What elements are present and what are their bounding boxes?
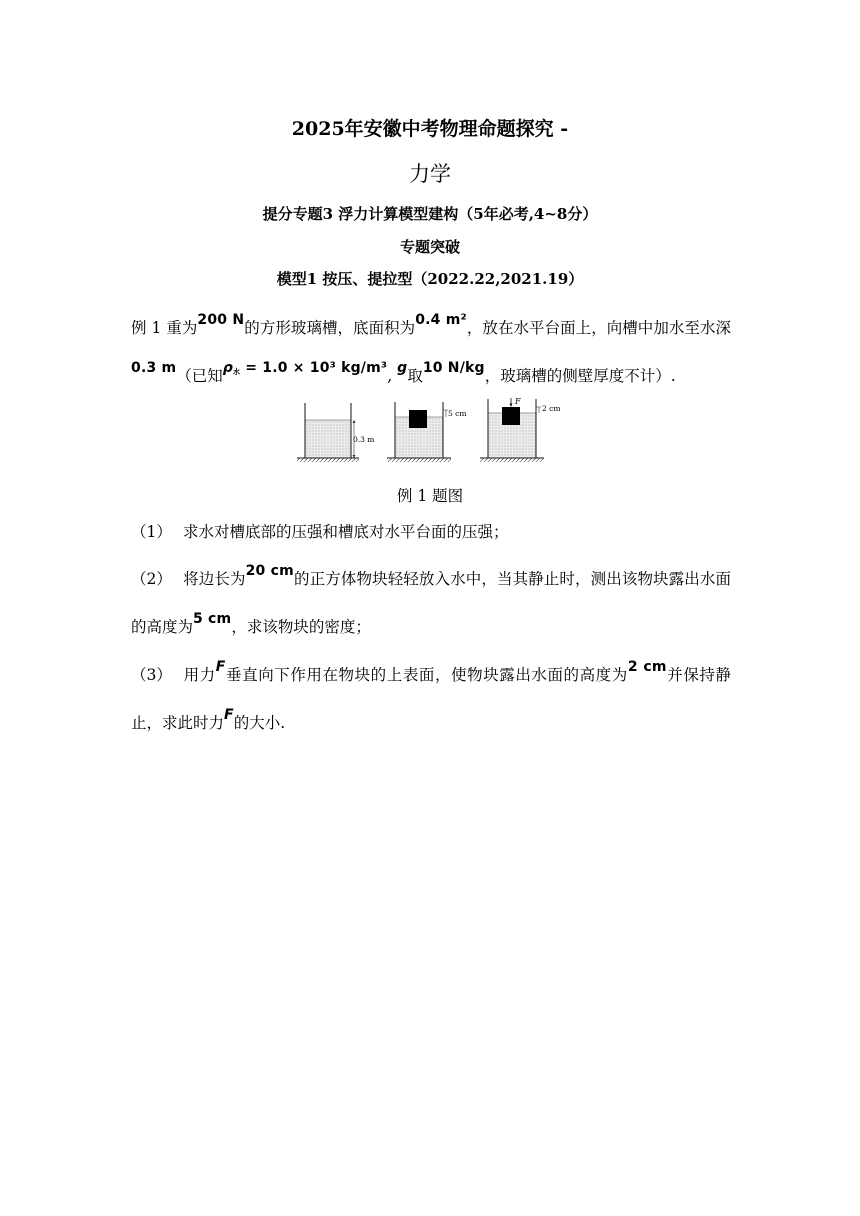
question-2-text-b: 的正方体物块轻轻放入水中，当其静止时，测出该物块露出水面的高度为 — [131, 570, 731, 636]
example-text-5: 取 — [407, 367, 423, 385]
example-figure — [297, 397, 567, 467]
density-formula — [223, 360, 387, 376]
area-value: 0.4 m² — [415, 312, 467, 328]
section-heading: 专题突破 — [399, 238, 460, 256]
question-1-text: 求水对槽底部的压强和槽底对水平台面的压强； — [183, 523, 509, 541]
g-value: 10 N/kg — [422, 360, 485, 376]
two-cm-label: 2 cm — [542, 404, 561, 413]
question-3 — [131, 652, 731, 748]
question-3-number: （3） — [131, 666, 172, 684]
question-3-text-d: 的大小. — [233, 714, 286, 732]
tank-1-diagram — [297, 403, 374, 462]
example-paragraph — [131, 305, 731, 403]
example-text-6: ，玻璃槽的侧壁厚度不计）. — [484, 367, 676, 385]
question-2-text-c: ，求该物块的密度； — [231, 618, 371, 636]
floating-block — [409, 410, 427, 428]
tank-2-diagram — [387, 402, 466, 462]
questions-block — [131, 509, 731, 748]
rho-subscript: 水 — [233, 368, 241, 376]
pressed-height-value: 2 cm — [627, 659, 667, 675]
example-lead: 例 1 重为 — [131, 319, 198, 337]
example-text-2: ，放在水平台面上，向槽中加水至水深 — [466, 319, 731, 337]
topic-heading: 提分专题3 浮力计算模型建构（5年必考,4~8分） — [262, 205, 598, 223]
force-label: F — [515, 397, 521, 406]
tank-3-diagram — [480, 397, 560, 462]
model-heading: 模型1 按压、提拉型（2022.22,2021.19） — [276, 270, 584, 288]
question-3-text-b: 垂直向下作用在物块的上表面，使物块露出水面的高度为 — [225, 666, 628, 684]
figure-caption: 例 1 题图 — [396, 487, 464, 505]
rho-symbol: ρ — [222, 360, 234, 376]
question-1-number: （1） — [131, 523, 172, 541]
question-2 — [131, 556, 731, 652]
question-2-number: （2） — [131, 570, 172, 588]
question-2-text-a: 将边长为 — [183, 570, 246, 588]
density-value: = 1.0 × 10³ kg/m³ — [240, 360, 388, 376]
weight-value: 200 N — [197, 312, 245, 328]
example-text-4: , — [387, 367, 398, 385]
force-symbol-2: F — [224, 707, 234, 723]
question-1 — [131, 509, 731, 556]
question-3-text-a: 用力 — [183, 666, 216, 684]
document-subtitle: 力学 — [409, 162, 451, 186]
document-title: 2025年安徽中考物理命题探究 - — [291, 118, 569, 140]
five-cm-label: 5 cm — [448, 409, 467, 418]
depth-label: 0.3 m — [353, 435, 375, 444]
example-text-3: （已知 — [176, 367, 223, 385]
example-text-1: 的方形玻璃槽，底面积为 — [244, 319, 416, 337]
g-symbol: g — [397, 360, 408, 376]
question-3-text-c: 并保持静止，求此时力 — [131, 666, 731, 732]
pressed-block — [502, 407, 520, 425]
force-symbol: F — [215, 659, 226, 675]
exposed-height-value: 5 cm — [193, 611, 232, 627]
depth-value: 0.3 m — [131, 360, 177, 376]
side-length-value: 20 cm — [245, 563, 294, 579]
